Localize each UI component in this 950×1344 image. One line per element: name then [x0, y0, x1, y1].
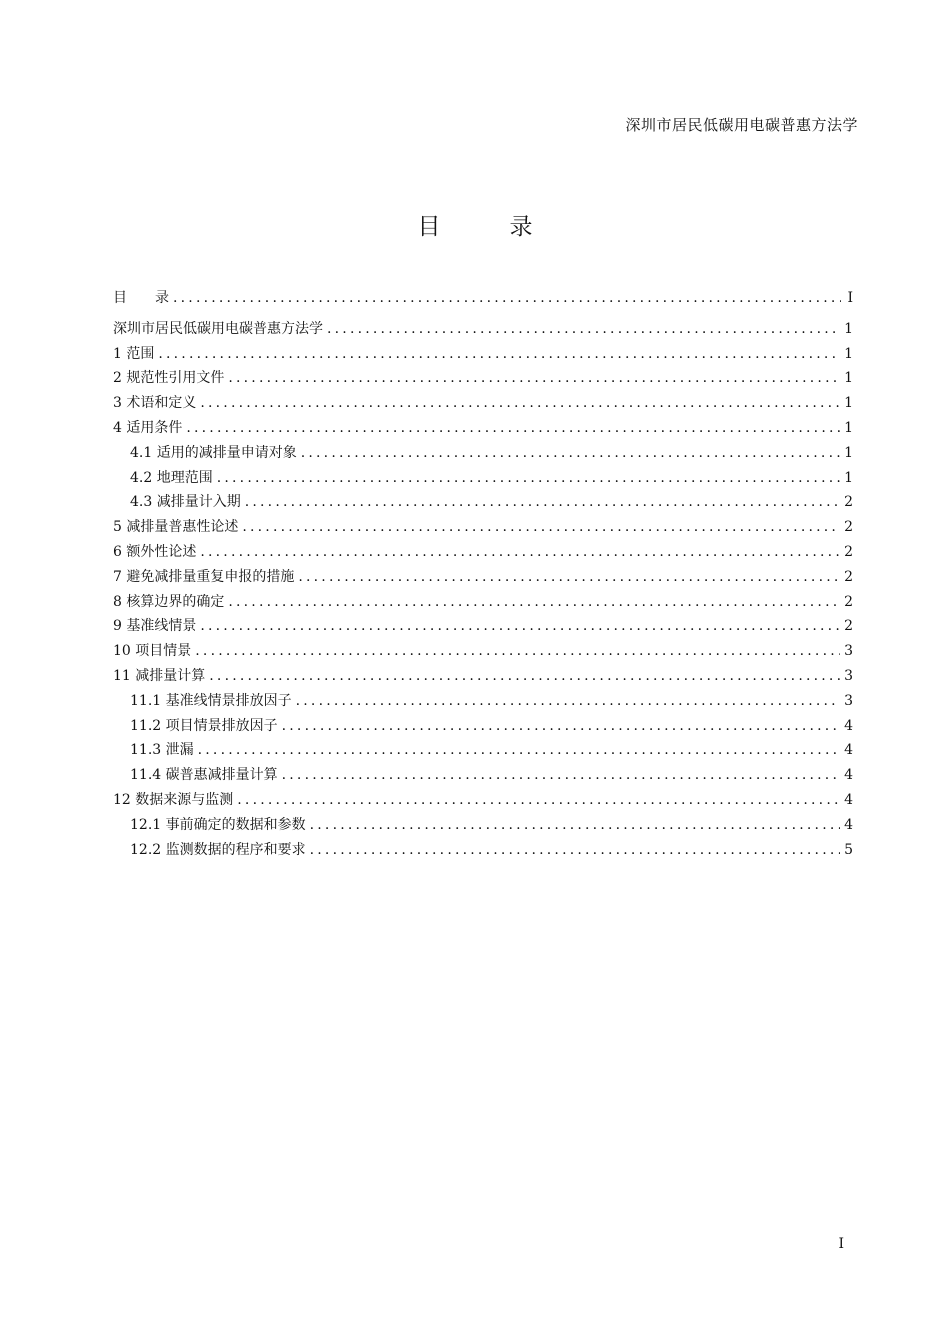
toc-entry-page: 2	[844, 494, 853, 511]
toc-dot-leader	[282, 714, 840, 739]
toc-dot-leader	[298, 565, 840, 590]
toc-entry-page: I	[847, 290, 853, 306]
page-number: I	[838, 1236, 844, 1252]
toc-entry-label: 10 项目情景	[113, 643, 192, 660]
running-header: 深圳市居民低碳用电碳普惠方法学	[625, 116, 858, 134]
toc-entry[interactable]	[113, 763, 853, 788]
toc-entry-label: 6 额外性论述	[113, 543, 197, 560]
toc-entry-label: 11 减排量计算	[113, 667, 206, 684]
toc-dot-leader	[310, 813, 840, 838]
toc-entry-label: 8 核算边界的确定	[113, 593, 225, 610]
toc-entry[interactable]	[113, 788, 853, 813]
toc-entry-label: 12 数据来源与监测	[113, 791, 234, 808]
toc-dot-leader	[198, 738, 840, 763]
toc-entry-label: 11.2 项目情景排放因子	[130, 717, 278, 734]
toc-entry[interactable]	[113, 416, 853, 441]
toc-entry-page: 4	[844, 816, 853, 833]
toc-entry-label: 4.2 地理范围	[130, 469, 213, 486]
toc-entry[interactable]	[113, 490, 853, 515]
toc-entry[interactable]	[113, 664, 853, 689]
toc-entry[interactable]	[113, 565, 853, 590]
toc-entry-page: 3	[844, 643, 853, 660]
toc-entry-label: 12.1 事前确定的数据和参数	[130, 816, 306, 833]
toc-dot-leader	[282, 763, 840, 788]
toc-entry[interactable]	[113, 838, 853, 863]
toc-entry-label: 2 规范性引用文件	[113, 370, 225, 387]
toc-dot-leader	[296, 689, 840, 714]
toc-entry[interactable]	[113, 391, 853, 416]
toc-entry-label: 11.4 碳普惠减排量计算	[130, 767, 278, 784]
toc-entry-page: 1	[844, 345, 853, 362]
toc-entry-label: 11.3 泄漏	[130, 742, 194, 759]
toc-entry-label: 1 范围	[113, 345, 155, 362]
toc-entry-page: 3	[844, 692, 853, 709]
toc-dot-leader	[228, 590, 840, 615]
toc-entry[interactable]	[113, 515, 853, 540]
toc-entry-page: 2	[844, 519, 853, 536]
toc-entry-page: 4	[844, 791, 853, 808]
toc-entry-page: 1	[844, 320, 853, 337]
toc-entry-page: 2	[844, 568, 853, 585]
toc-entry-label: 4.3 减排量计入期	[130, 494, 241, 511]
toc-entry-page: 4	[844, 767, 853, 784]
toc-dot-leader	[237, 788, 840, 813]
toc-entry[interactable]	[113, 466, 853, 491]
toc-entry-label: 7 避免减排量重复申报的措施	[113, 568, 295, 585]
toc-entry[interactable]	[113, 366, 853, 391]
toc-dot-leader	[186, 416, 840, 441]
toc-entry[interactable]	[113, 689, 853, 714]
toc-entry[interactable]	[113, 614, 853, 639]
toc-dot-leader	[195, 639, 840, 664]
toc-entry-page: 2	[844, 618, 853, 635]
toc-entry-label: 9 基准线情景	[113, 618, 197, 635]
toc-dot-leader	[301, 441, 840, 466]
toc-entry-page: 1	[844, 444, 853, 461]
toc-entry[interactable]	[113, 441, 853, 466]
toc-entry-page: 1	[844, 419, 853, 436]
toc-dot-leader	[158, 342, 840, 367]
toc-dot-leader	[200, 614, 840, 639]
toc-entry-page: 2	[844, 543, 853, 560]
toc-entry[interactable]	[113, 540, 853, 565]
toc-dot-leader	[327, 317, 840, 342]
toc-entry-page: 2	[844, 593, 853, 610]
toc-dot-leader	[173, 286, 841, 311]
toc-dot-leader	[200, 391, 840, 416]
toc-entry-label: 目 录	[113, 290, 169, 306]
toc-entry-page: 3	[844, 667, 853, 684]
toc-entry-page: 1	[844, 469, 853, 486]
toc-dot-leader	[217, 466, 840, 491]
toc-dot-leader	[209, 664, 840, 689]
toc-entry-label: 3 术语和定义	[113, 395, 197, 412]
table-of-contents	[113, 286, 853, 862]
toc-entry[interactable]	[113, 286, 853, 311]
toc-dot-leader	[310, 838, 840, 863]
toc-dot-leader	[228, 366, 840, 391]
toc-entry-page: 4	[844, 742, 853, 759]
toc-entry-page: 1	[844, 370, 853, 387]
toc-entry[interactable]	[113, 639, 853, 664]
toc-entry[interactable]	[113, 738, 853, 763]
toc-entry-label: 4 适用条件	[113, 419, 183, 436]
toc-dot-leader	[242, 515, 840, 540]
toc-entry[interactable]	[113, 813, 853, 838]
toc-entry-page: 5	[844, 841, 853, 858]
toc-entry[interactable]	[113, 590, 853, 615]
toc-entry-page: 4	[844, 717, 853, 734]
toc-entry-page: 1	[844, 395, 853, 412]
toc-entry[interactable]	[113, 342, 853, 367]
toc-entry[interactable]	[113, 317, 853, 342]
toc-entry-label: 11.1 基准线情景排放因子	[130, 692, 292, 709]
toc-entry-label: 深圳市居民低碳用电碳普惠方法学	[113, 320, 323, 337]
toc-entry-label: 4.1 适用的减排量申请对象	[130, 444, 297, 461]
toc-entry-label: 5 减排量普惠性论述	[113, 519, 239, 536]
toc-dot-leader	[245, 490, 840, 515]
toc-entry[interactable]	[113, 714, 853, 739]
page-title: 目 录	[417, 214, 533, 240]
toc-entry-label: 12.2 监测数据的程序和要求	[130, 841, 306, 858]
toc-dot-leader	[200, 540, 840, 565]
